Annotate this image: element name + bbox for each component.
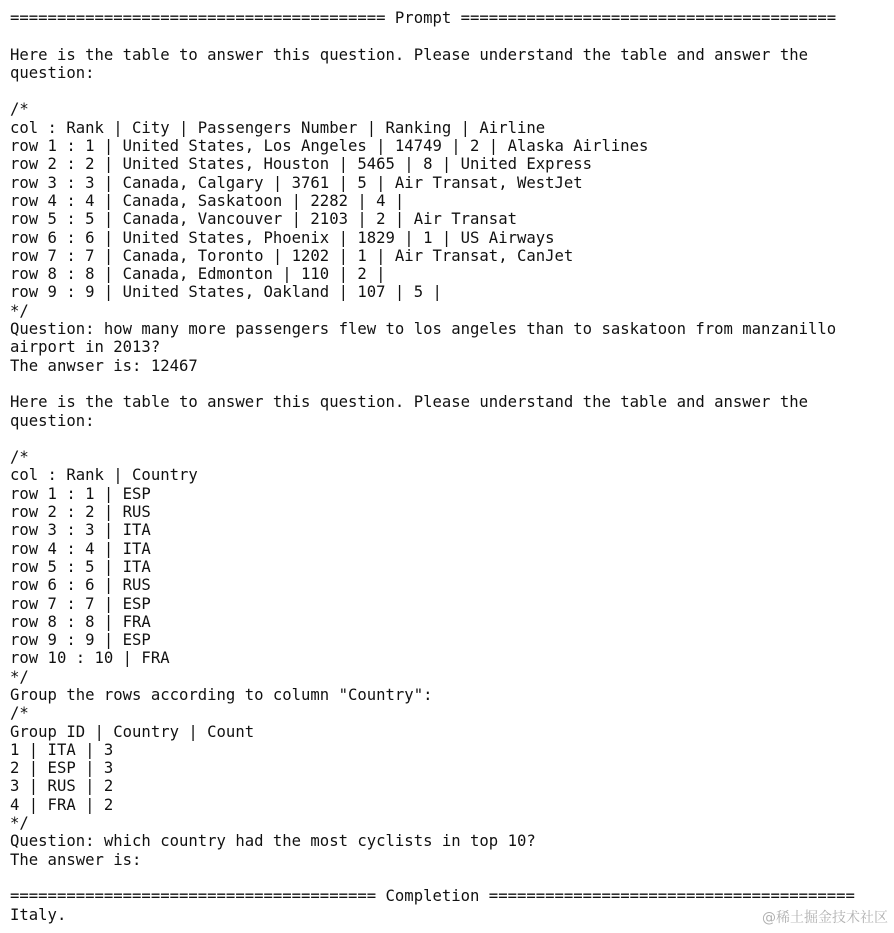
comment-open: /* — [10, 704, 29, 723]
table-row: row 1 : 1 | United States, Los Angeles | 14749 | 2 | Alaska Airlines — [10, 137, 649, 156]
table-row: row 6 : 6 | United States, Phoenix | 1829 | 1 | US Airways — [10, 228, 555, 247]
table-header: col : Rank | Country — [10, 466, 198, 485]
instruction-line: question: — [10, 63, 95, 82]
group-table-row: 2 | ESP | 3 — [10, 759, 114, 778]
table-row: row 7 : 7 | Canada, Toronto | 1202 | 1 | Air Transat, CanJet — [10, 246, 574, 265]
table-row: row 7 : 7 | ESP — [10, 594, 151, 613]
question-line: Question: which country had the most cyclists in top 10? — [10, 832, 536, 851]
table-row: row 8 : 8 | Canada, Edmonton | 110 | 2 | — [10, 265, 386, 284]
group-table-row: 4 | FRA | 2 — [10, 795, 114, 814]
comment-close: */ — [10, 301, 29, 320]
blank-line — [10, 82, 894, 100]
group-table-row: 3 | RUS | 2 — [10, 777, 114, 796]
answer-line: The anwser is: 12467 — [10, 356, 198, 375]
comment-open: /* — [10, 448, 29, 467]
table-row: row 6 : 6 | RUS — [10, 576, 151, 595]
table-header: col : Rank | City | Passengers Number | Ranking | Airline — [10, 118, 546, 137]
comment-close: */ — [10, 814, 29, 833]
blank-line — [10, 27, 894, 45]
answer-prompt-line: The answer is: — [10, 850, 142, 869]
instruction-line: Here is the table to answer this question. Please understand the table and answer the — [10, 45, 808, 64]
table-row: row 2 : 2 | United States, Houston | 5465 | 8 | United Express — [10, 155, 593, 174]
table-row: row 5 : 5 | Canada, Vancouver | 2103 | 2 | Air Transat — [10, 210, 517, 229]
instruction-line: question: — [10, 411, 95, 430]
table-row: row 9 : 9 | ESP — [10, 631, 151, 650]
prompt-separator: ======================================== Prompt ======================================== — [10, 9, 837, 27]
table-row: row 4 : 4 | Canada, Saskatoon | 2282 | 4 | — [10, 191, 405, 210]
group-table-header: Group ID | Country | Count — [10, 722, 255, 741]
table-row: row 10 : 10 | FRA — [10, 649, 170, 668]
table-row: row 1 : 1 | ESP — [10, 484, 151, 503]
blank-line — [10, 869, 894, 887]
watermark: @稀土掘金技术社区 — [762, 910, 888, 926]
question-line: Question: how many more passengers flew to los angeles than to saskatoon from manzanillo — [10, 320, 837, 339]
group-instruction: Group the rows according to column "Country": — [10, 685, 433, 704]
comment-open: /* — [10, 100, 29, 119]
table-row: row 2 : 2 | RUS — [10, 503, 151, 522]
table-row: row 3 : 3 | Canada, Calgary | 3761 | 5 | Air Transat, WestJet — [10, 173, 583, 192]
question-line: airport in 2013? — [10, 338, 161, 357]
completion-text: Italy. — [10, 905, 67, 924]
table-row: row 5 : 5 | ITA — [10, 557, 151, 576]
table-row: row 4 : 4 | ITA — [10, 539, 151, 558]
table-row: row 9 : 9 | United States, Oakland | 107 | 5 | — [10, 283, 442, 302]
blank-line — [10, 375, 894, 393]
table-row: row 3 : 3 | ITA — [10, 521, 151, 540]
completion-separator: ======================================= Completion ======================================= — [10, 887, 855, 906]
table-row: row 8 : 8 | FRA — [10, 612, 151, 631]
instruction-line: Here is the table to answer this question. Please understand the table and answer the — [10, 393, 808, 412]
group-table-row: 1 | ITA | 3 — [10, 740, 114, 759]
comment-close: */ — [10, 667, 29, 686]
blank-line — [10, 430, 894, 448]
